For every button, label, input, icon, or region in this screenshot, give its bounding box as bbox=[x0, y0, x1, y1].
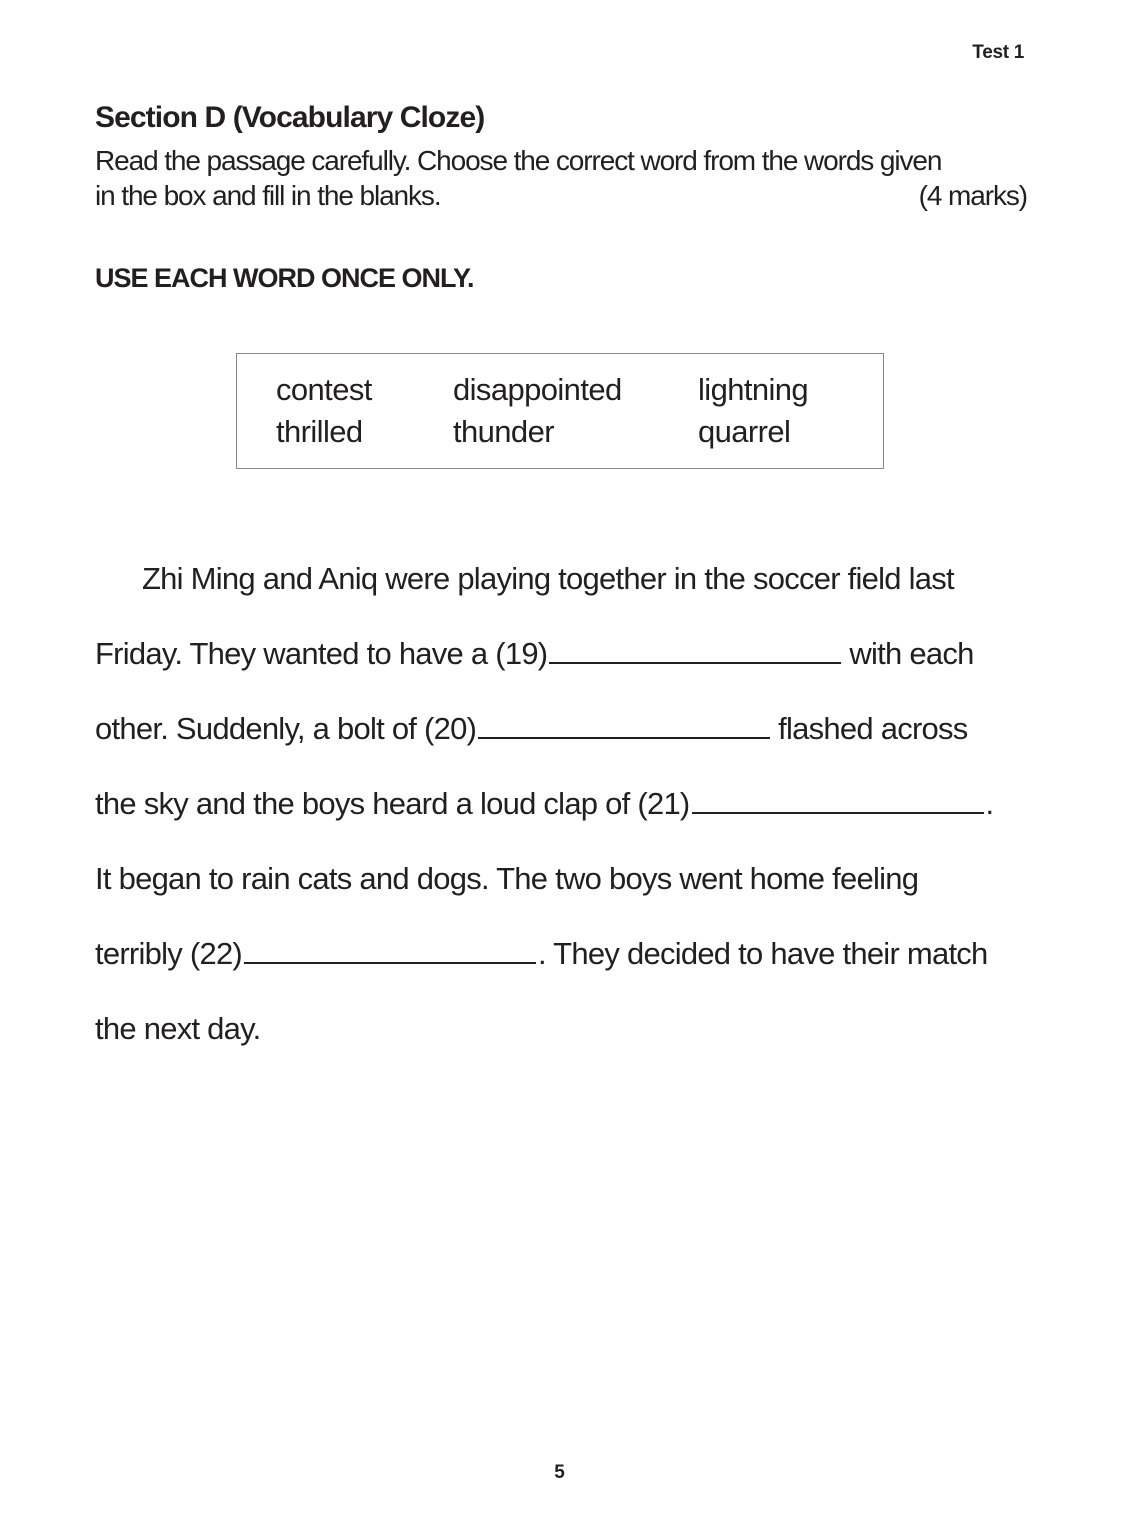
instruction-text: in the box and fill in the blanks. bbox=[95, 180, 441, 211]
passage-line bbox=[95, 936, 988, 972]
blank-20[interactable] bbox=[478, 736, 770, 739]
section-title: Section D (Vocabulary Cloze) bbox=[95, 101, 485, 134]
passage-line bbox=[95, 1011, 260, 1047]
word-bank-box bbox=[236, 353, 884, 469]
blank-22[interactable] bbox=[244, 961, 536, 964]
word-bank-item: disappointed bbox=[453, 372, 622, 407]
instruction-line-2 bbox=[95, 180, 1027, 212]
passage-text: other. Suddenly, a bolt of (20) bbox=[95, 711, 477, 746]
passage-text: Friday. They wanted to have a (19) bbox=[95, 636, 548, 671]
passage-text: terribly (22) bbox=[95, 936, 243, 971]
passage-text: . They decided to have their match bbox=[538, 936, 988, 971]
marks-label: (4 marks) bbox=[918, 180, 1027, 211]
passage-text: It began to rain cats and dogs. The two boys went home feeling bbox=[95, 861, 919, 896]
passage-line bbox=[95, 861, 918, 897]
word-bank-item: thunder bbox=[453, 414, 554, 449]
passage-line bbox=[95, 636, 974, 672]
passage-text: the sky and the boys heard a loud clap of (21) bbox=[95, 786, 690, 821]
word-bank-item: lightning bbox=[698, 372, 809, 407]
word-bank-item: quarrel bbox=[698, 414, 791, 449]
use-once-note: USE EACH WORD ONCE ONLY. bbox=[95, 263, 474, 293]
page-number: 5 bbox=[554, 1462, 565, 1483]
passage-line bbox=[142, 561, 954, 597]
word-bank-item: contest bbox=[276, 372, 372, 407]
passage-line bbox=[95, 786, 993, 822]
blank-19[interactable] bbox=[549, 661, 841, 664]
blank-21[interactable] bbox=[692, 811, 984, 814]
passage-text: the next day. bbox=[95, 1011, 261, 1046]
test-label: Test 1 bbox=[972, 42, 1024, 63]
passage-text: with each bbox=[849, 636, 974, 671]
instruction-line-1: Read the passage carefully. Choose the correct word from the words given bbox=[95, 145, 942, 176]
word-bank-item: thrilled bbox=[276, 414, 363, 449]
passage-text: . bbox=[985, 786, 994, 821]
passage-text: Zhi Ming and Aniq were playing together in the soccer field last bbox=[142, 561, 954, 596]
passage-text: flashed across bbox=[778, 711, 968, 746]
passage-line bbox=[95, 711, 968, 747]
